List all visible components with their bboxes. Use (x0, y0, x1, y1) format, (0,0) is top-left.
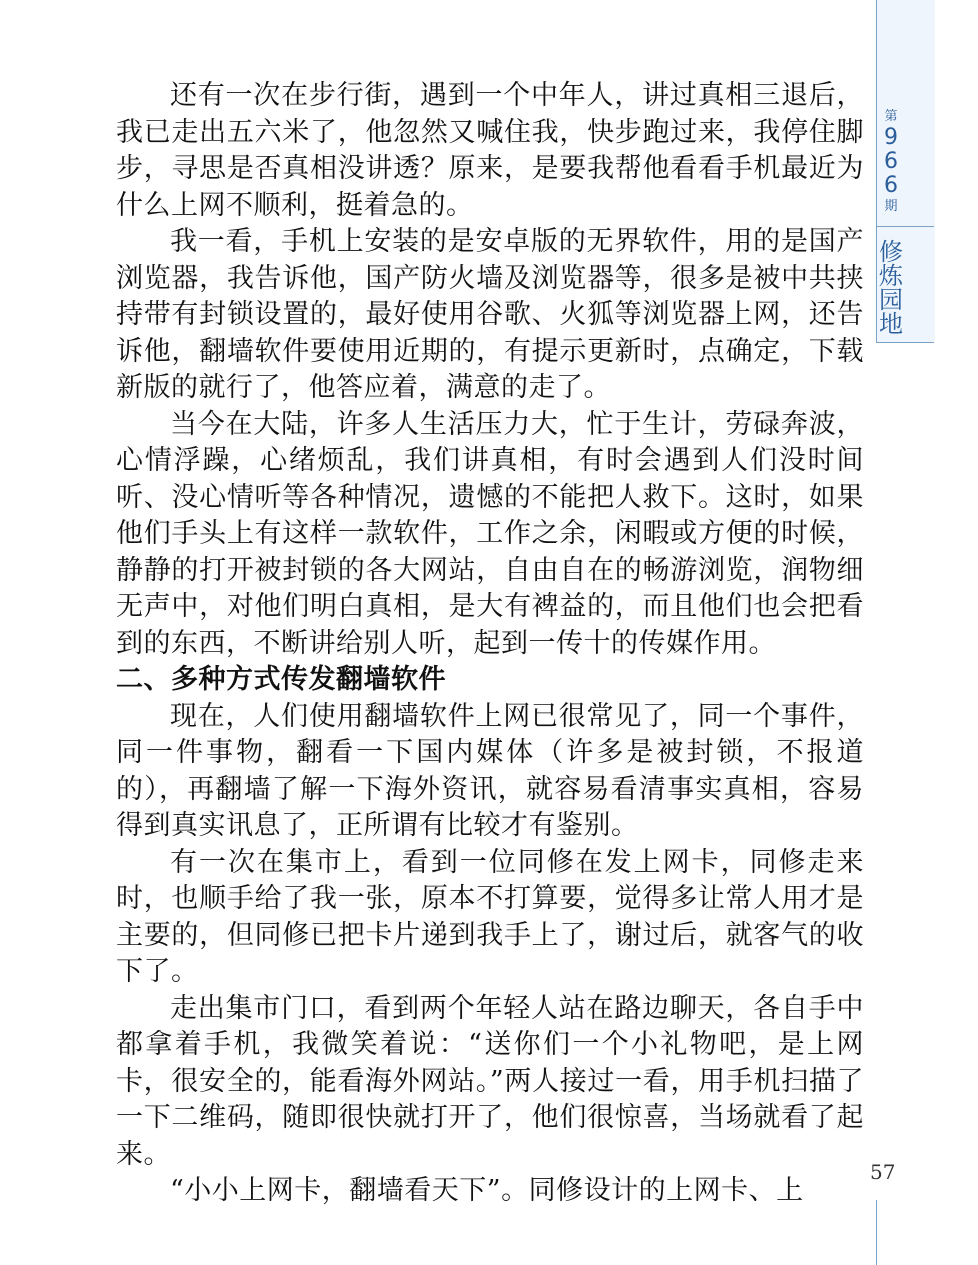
sidebar (876, 0, 978, 1265)
paragraph-5: 有一次在集市上，看到一位同修在发上网卡，同修走来时，也顺手给了我一张，原本不打算要，觉得多让常人用才是主要的，但同修已把卡片递到我手上了，谢过后，就客气的收下了。 (116, 846, 864, 987)
paragraph-6: 走出集市门口，看到两个年轻人站在路边聊天，各自手中都拿着手机，我微笑着说：“送你们一个小礼物吧，是上网卡，很安全的，能看海外网站。”两人接过一看，用手机扫描了一下二维码，随即很快就打开了，他们很惊喜，当场就看了起来。 (116, 992, 864, 1170)
paragraph-2: 我一看，手机上安装的是安卓版的无界软件，用的是国产浏览器，我告诉他，国产防火墙及浏览器等，很多是被中共挟持带有封锁设置的，最好使用谷歌、火狐等浏览器上网，还告诉他，翻墙软件要使用近期的，有提示更新时，点确定，下载新版的就行了，他答应着，满意的走了。 (116, 226, 864, 403)
issue-digit: 6 (884, 173, 898, 198)
sidebar-divider (876, 342, 934, 343)
section-char: 地 (879, 310, 903, 338)
section-title (876, 240, 906, 336)
article-body (116, 78, 864, 1210)
issue-label (876, 108, 906, 216)
issue-digit: 6 (884, 149, 898, 174)
page-number: 57 (870, 1160, 896, 1184)
sidebar-rule (876, 1200, 877, 1265)
section-heading: 二、多种方式传发翻墙软件 (116, 664, 446, 695)
paragraph-4: 现在，人们使用翻墙软件上网已很常见了，同一个事件，同一件事物，翻看一下国内媒体（许多是被封锁，不报道的），再翻墙了解一下海外资讯，就容易看清事实真相，容易得到真实讯息了，正所谓有比较才有鉴别。 (116, 700, 864, 841)
paragraph-3: 当今在大陆，许多人生活压力大，忙于生计，劳碌奔波，心情浮躁，心绪烦乱，我们讲真相，有时会遇到人们没时间听、没心情听等各种情况，遗憾的不能把人救下。这时，如果他们手头上有这样一款软件，工作之余，闲暇或方便的时候，静静的打开被封锁的各大网站，自由自在的畅游浏览，润物细无声中，对他们明白真相，是大有裨益的，而且他们也会把看到的东西，不断讲给别人听，起到一传十的传媒作用。 (116, 408, 864, 659)
sidebar-divider (876, 226, 934, 227)
paragraph-1: 还有一次在步行街，遇到一个中年人，讲过真相三退后，我已走出五六米了，他忽然又喊住我，快步跑过来，我停住脚步，寻思是否真相没讲透？原来，是要我帮他看看手机最近为什么上网不顺利，挺着急的。 (116, 80, 864, 221)
issue-digit: 9 (884, 125, 898, 150)
paragraph-7: “小小上网卡，翻墙看天下”。同修设计的上网卡、上 (170, 1175, 804, 1206)
section-char: 炼 (879, 262, 903, 290)
section-char: 园 (879, 286, 903, 314)
issue-prefix: 第 (884, 109, 898, 124)
section-char: 修 (879, 238, 903, 266)
issue-suffix: 期 (884, 199, 898, 214)
